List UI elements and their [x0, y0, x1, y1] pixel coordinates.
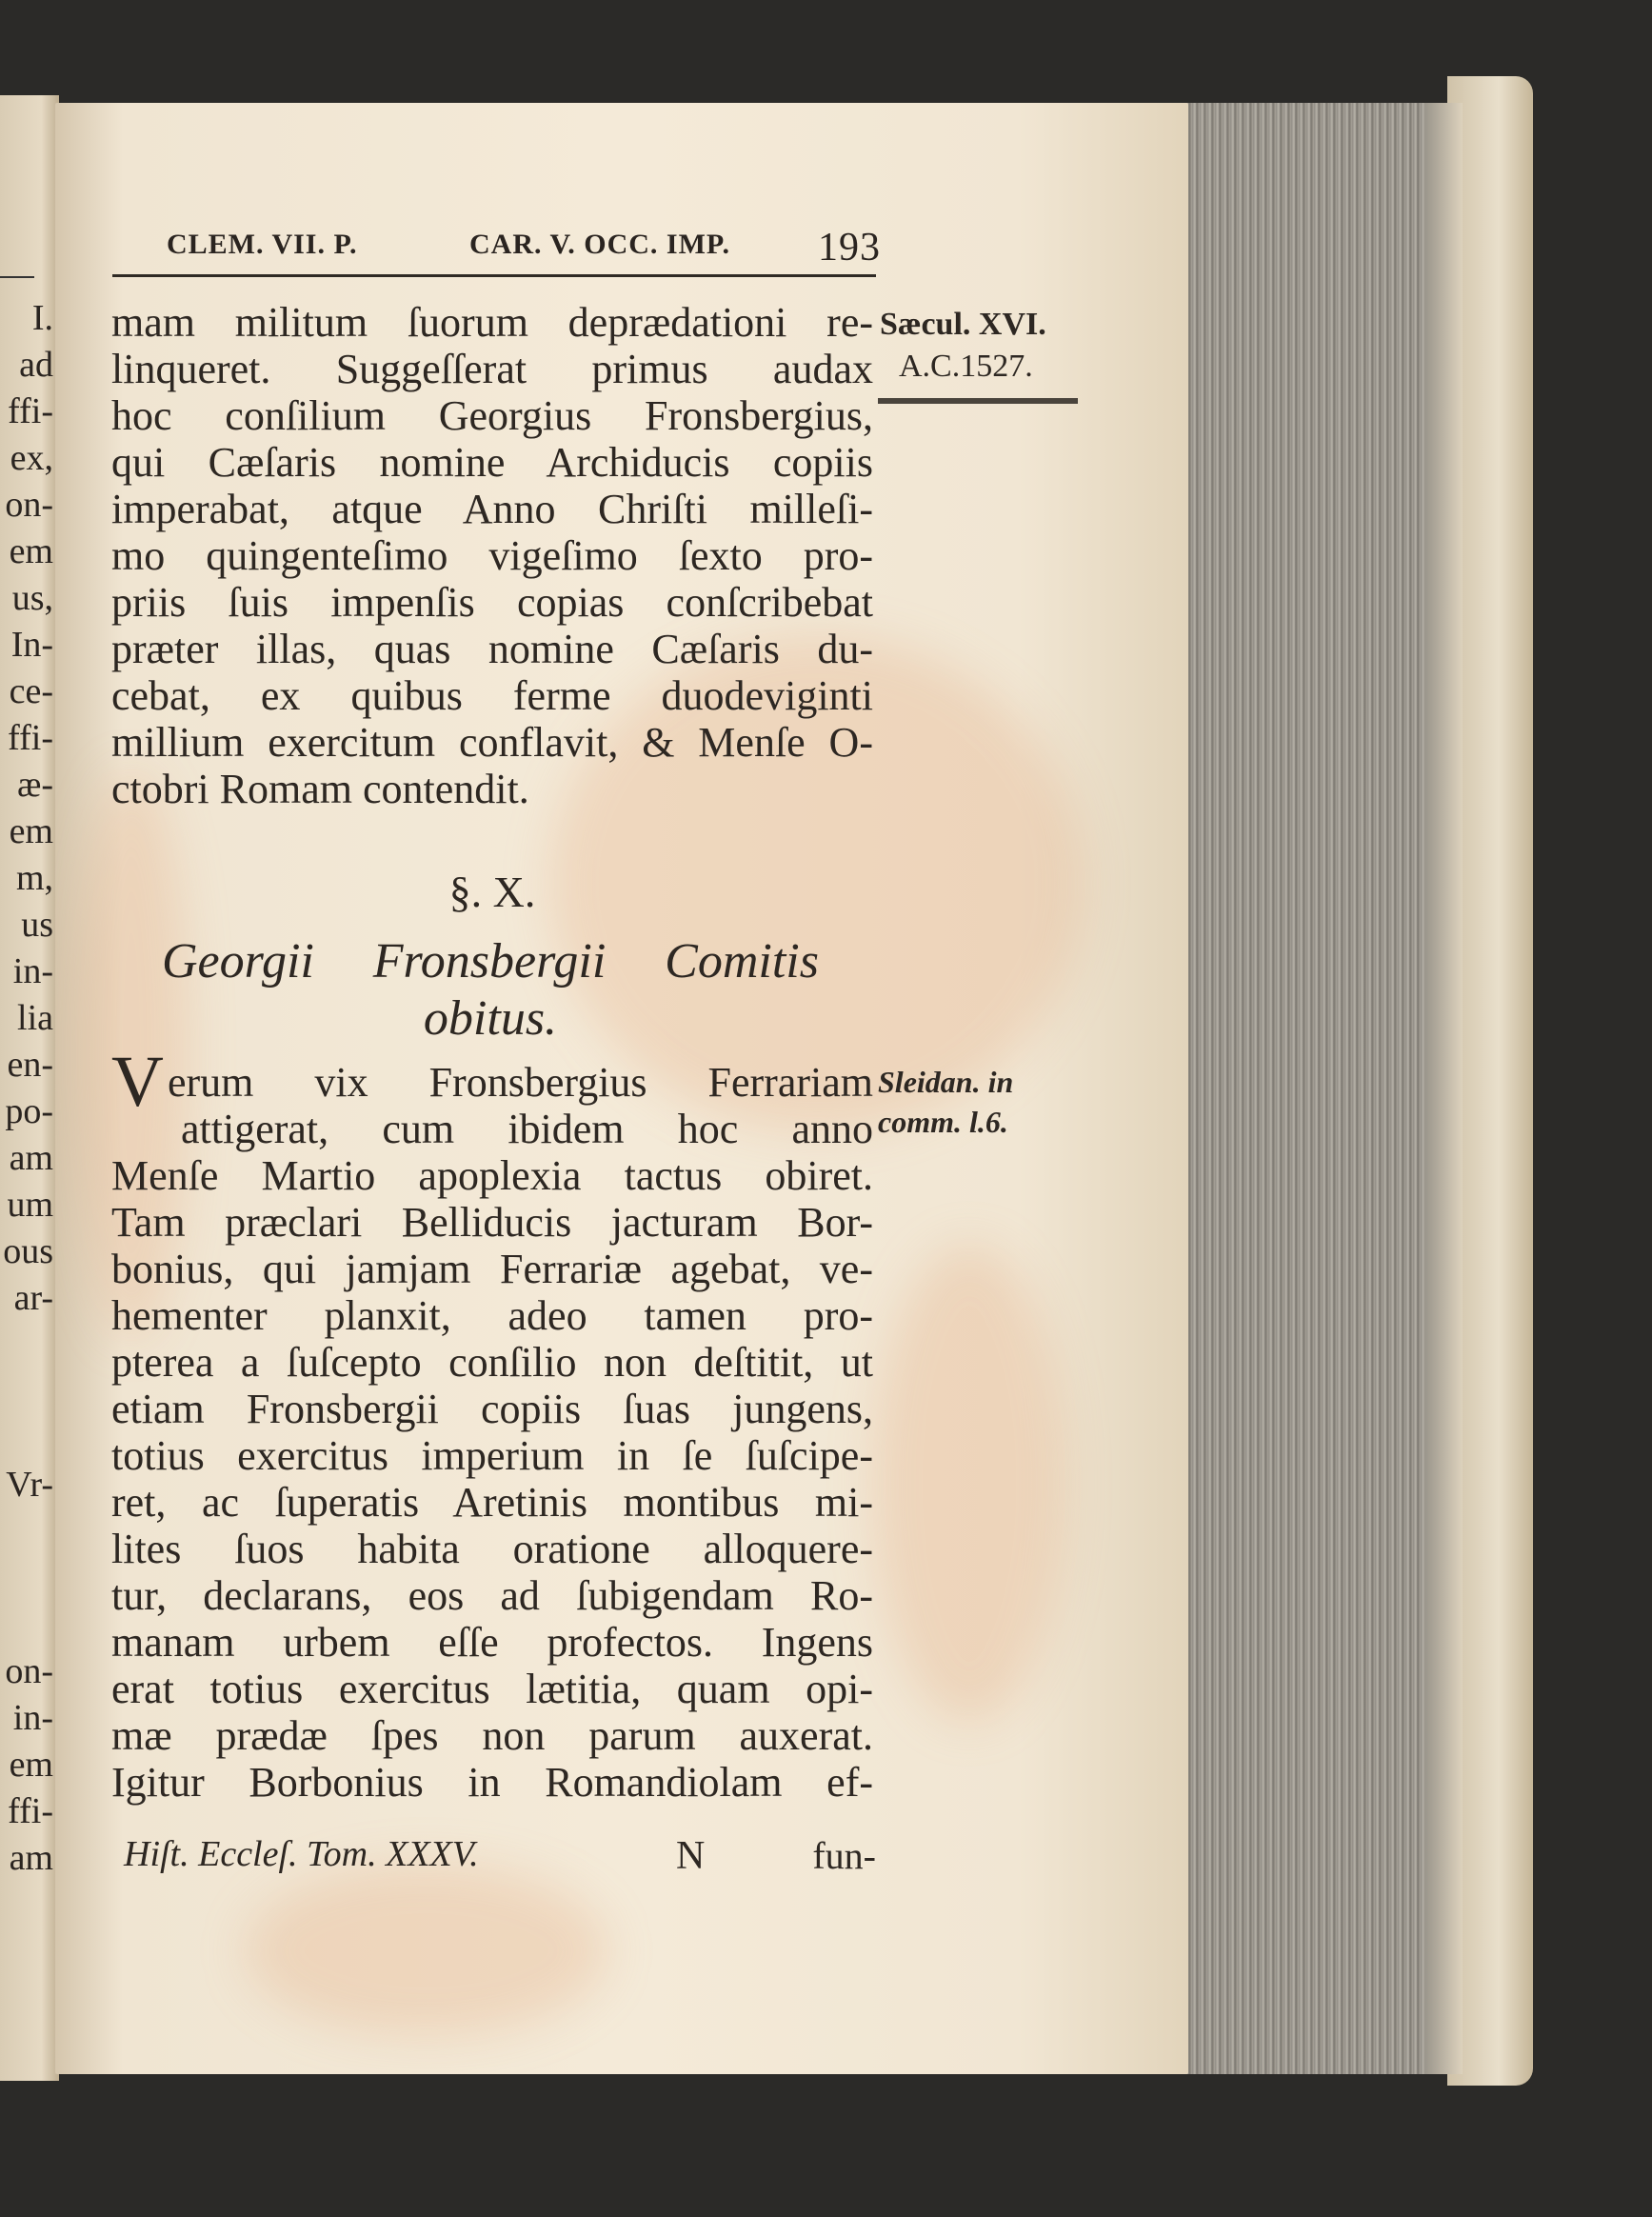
left-fragment: In-: [10, 625, 53, 665]
text-line: attigerat, cum ibidem hoc anno: [181, 1106, 873, 1152]
catchword: fun-: [812, 1834, 876, 1877]
paragraph-1: [111, 299, 873, 812]
left-fragment: en-: [7, 1045, 53, 1085]
text-line: mam militum ſuorum deprædationi re-: [111, 299, 873, 346]
left-fragment: in-: [12, 951, 53, 991]
left-fragment: ce-: [9, 671, 53, 711]
text-line: linqueret. Suggeſſerat primus audax: [111, 346, 873, 392]
left-fragment: us,: [11, 578, 53, 618]
text-line: Igitur Borbonius in Romandiolam ef-: [111, 1759, 873, 1806]
section-heading: [162, 933, 819, 1048]
left-fragment: us: [21, 905, 53, 945]
footer-signature: Hiſt. Eccleſ. Tom. XXXV.: [124, 1834, 479, 1874]
header-center: CAR. V. OCC. IMP.: [469, 229, 730, 260]
left-fragment: um: [7, 1185, 53, 1225]
left-fragment: ad: [19, 345, 53, 385]
text-line: millium exercitum conflavit, & Menſe O-: [111, 719, 873, 766]
left-fragment: po-: [5, 1091, 53, 1131]
text-line: Tam præclari Belliducis jacturam Bor-: [111, 1199, 873, 1246]
left-fragment: ar-: [13, 1278, 53, 1318]
text-line: tur, declarans, eos ad ſubigendam Ro-: [111, 1572, 873, 1619]
left-fragment: am: [9, 1838, 53, 1878]
left-fragment: on-: [5, 485, 53, 525]
header-left: CLEM. VII. P.: [167, 229, 358, 260]
left-fragment: Vr-: [6, 1465, 53, 1505]
text-line: bonius, qui jamjam Ferrariæ agebat, ve-: [111, 1246, 873, 1292]
page-footer: [124, 1833, 876, 1890]
left-fragment: ous: [3, 1231, 53, 1271]
left-fragment: ffi-: [8, 1791, 53, 1831]
left-fragment: æ-: [17, 765, 53, 805]
left-fragment: ffi-: [8, 391, 53, 431]
running-header: [167, 226, 881, 270]
text-line: erat totius exercitus lætitia, quam opi-: [111, 1666, 873, 1712]
text-line: etiam Fronsbergii copiis ſuas jungens,: [111, 1386, 873, 1432]
section-number: §. X.: [448, 868, 536, 916]
left-fragment: m,: [15, 858, 53, 898]
paragraph-2-line-2: [181, 1106, 873, 1152]
left-fragment: ex,: [10, 438, 53, 478]
header-rule: [112, 274, 876, 277]
margin-note-anno: A.C.1527.: [899, 349, 1033, 384]
left-fragment: am: [9, 1138, 53, 1178]
signature-mark: N: [676, 1834, 706, 1878]
text-line: lites ſuos habita oratione alloquere-: [111, 1526, 873, 1572]
text-line: manam urbem eſſe profectos. Ingens: [111, 1619, 873, 1666]
margin-note-reference-2: comm. l.6.: [878, 1105, 1008, 1139]
drop-cap: V: [111, 1042, 164, 1122]
text-line: mæ prædæ ſpes non parum auxerat.: [111, 1712, 873, 1759]
left-fragment: em: [9, 531, 53, 571]
left-fragment: em: [9, 1745, 53, 1785]
page-block-edge: [1177, 103, 1463, 2074]
left-page-text-fragments: [0, 295, 57, 1882]
left-fragment: on-: [5, 1651, 53, 1691]
text-line: hoc conſilium Georgius Fronsbergius,: [111, 392, 873, 439]
text-line: cebat, ex quibus ferme duodeviginti: [111, 672, 873, 719]
page-number: 193: [818, 226, 881, 270]
text-line: priis ſuis impenſis copias conſcribebat: [111, 579, 873, 626]
text-line: ctobri Romam contendit.: [111, 766, 529, 812]
text-line: qui Cæſaris nomine Archiducis copiis: [111, 439, 873, 486]
left-fragment: in-: [12, 1698, 53, 1738]
paragraph-2-first-line: [168, 1059, 873, 1106]
margin-note-rule: [878, 398, 1078, 404]
text-line: hementer planxit, adeo tamen pro-: [111, 1292, 873, 1339]
text-line: ret, ac ſuperatis Aretinis montibus mi-: [111, 1479, 873, 1526]
paragraph-2: [111, 1152, 873, 1806]
left-fragment: em: [9, 811, 53, 851]
left-page-edge: [0, 95, 59, 2081]
left-page-rule: [0, 276, 34, 278]
left-fragment: lia: [17, 998, 53, 1038]
text-line: imperabat, atque Anno Chriſti milleſi-: [111, 486, 873, 532]
text-line: mo quingenteſimo vigeſimo ſexto pro-: [111, 532, 873, 579]
heading-line-2: obitus.: [423, 991, 558, 1046]
text-line: totius exercitus imperium in ſe ſuſcipe-: [111, 1432, 873, 1479]
text-line: præter illas, quas nomine Cæſaris du-: [111, 626, 873, 672]
heading-line-1: Georgii Fronsbergii Comitis: [162, 934, 819, 989]
text-line: Menſe Martio apoplexia tactus obiret.: [111, 1152, 873, 1199]
text-line: erum vix Fronsbergius Ferrariam: [168, 1059, 873, 1106]
text-line: pterea a ſuſcepto conſilio non deſtitit, ut: [111, 1339, 873, 1386]
left-fragment: ffi-: [8, 718, 53, 758]
margin-note-saeculum: Sæcul. XVI.: [880, 307, 1046, 342]
left-fragment: I.: [31, 298, 53, 338]
margin-note-reference-1: Sleidan. in: [878, 1065, 1014, 1099]
